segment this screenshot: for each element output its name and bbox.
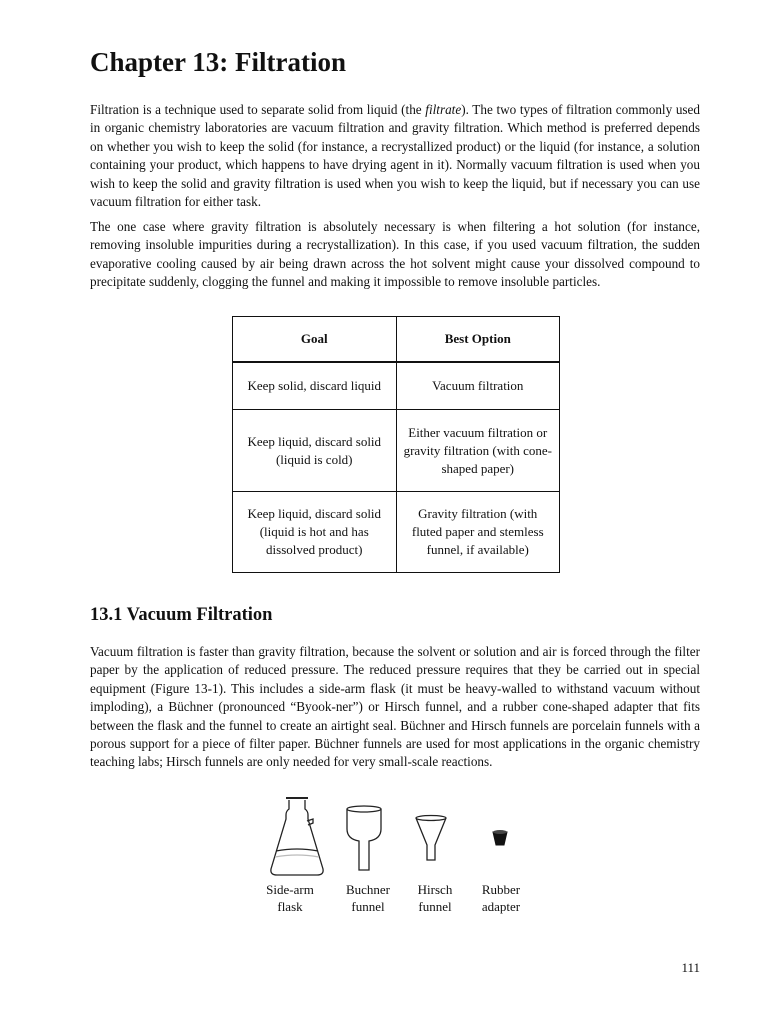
intro-text-start: Filtration is a technique used to separate solid from liquid (the [90,102,426,117]
caption-line: Side-arm [266,882,314,897]
filtration-options-table [232,316,560,573]
section-title: 13.1 Vacuum Filtration [90,605,273,625]
caption-line: adapter [481,899,521,914]
table-row [233,492,560,573]
side-arm-flask-icon [271,798,323,875]
chapter-title: Chapter 13: Filtration [90,47,346,77]
caption-line: flask [277,899,303,914]
header-best-option: Best Option [396,317,560,363]
page-number: 111 [681,960,700,975]
intro-paragraph-1 [90,101,700,211]
intro-text-end: ). The two types of filtration commonly used in organic chemistry laboratories are vacuum filtration and gravity filtration. Which method is preferred depends on whether you wish to keep the solid (for instance, a recrystallized product) or the liquid (for instance, a solution containing your product, which happens to have drying agent in it). Normally vacuum filtration is used when you wish to keep the solid and gravity filtration is used when you wish to keep the liquid, but if necessary you can use vacuum filtration for either task. [90,102,701,210]
equipment-drawings [255,795,535,880]
caption-line: Hirsch [417,882,453,897]
option-cell: Either vacuum filtration or gravity filtration (with cone-shaped paper) [396,410,560,492]
caption-line: funnel [351,899,385,914]
caption-rubber-adapter [471,881,531,915]
goal-cell: Keep solid, discard liquid [233,362,397,410]
goal-cell: Keep liquid, discard solid (liquid is hot and has dissolved product) [233,492,397,573]
hirsch-funnel-icon [416,816,446,861]
caption-hirsch-funnel [405,881,465,915]
table-header-row [233,317,560,363]
rubber-adapter-icon [493,830,507,845]
caption-line: Rubber [481,882,521,897]
header-goal: Goal [233,317,397,363]
filtrate-term: filtrate [425,102,462,117]
table-row [233,362,560,410]
figure-13-1 [255,795,535,925]
vacuum-filtration-paragraph: Vacuum filtration is faster than gravity filtration, because the solvent or solution and air is forced through the filter paper by the application of reduced pressure. The reduced pressure requires that they be carried out in special equipment (Figure 13-1). This includes a side-arm flask (it must be heavy-walled to withstand vacuum without imploding), a Büchner (pronounced “Byook-ner”) or Hirsch funnel, and a rubber cone-shaped adapter that fits between the flask and the funnel to create an airtight seal. Büchner and Hirsch funnels are porcelain funnels with a porous support for a piece of filter paper. Büchner funnels are used for most applications in the organic chemistry teaching labs; Hirsch funnels are only needed for very small-scale reactions. [90,644,700,770]
caption-side-arm-flask [255,881,325,915]
caption-line: funnel [418,899,452,914]
option-cell: Gravity filtration (with fluted paper and stemless funnel, if available) [396,492,560,573]
buchner-funnel-icon [347,806,381,870]
intro-paragraph-2: The one case where gravity filtration is absolutely necessary is when filtering a hot solution (for instance, removing insoluble impurities during a recrystallization). In this case, if you used vacuum filtration, the sudden evaporative cooling caused by air being drawn across the hot solvent might cause your dissolved compound to precipitate suddenly, clogging the funnel and making it impossible to remove insoluble particles. [90,219,700,290]
option-cell: Vacuum filtration [396,362,560,410]
table-row [233,410,560,492]
caption-buchner-funnel [335,881,401,915]
goal-cell: Keep liquid, discard solid (liquid is cold) [233,410,397,492]
caption-line: Buchner [345,882,391,897]
